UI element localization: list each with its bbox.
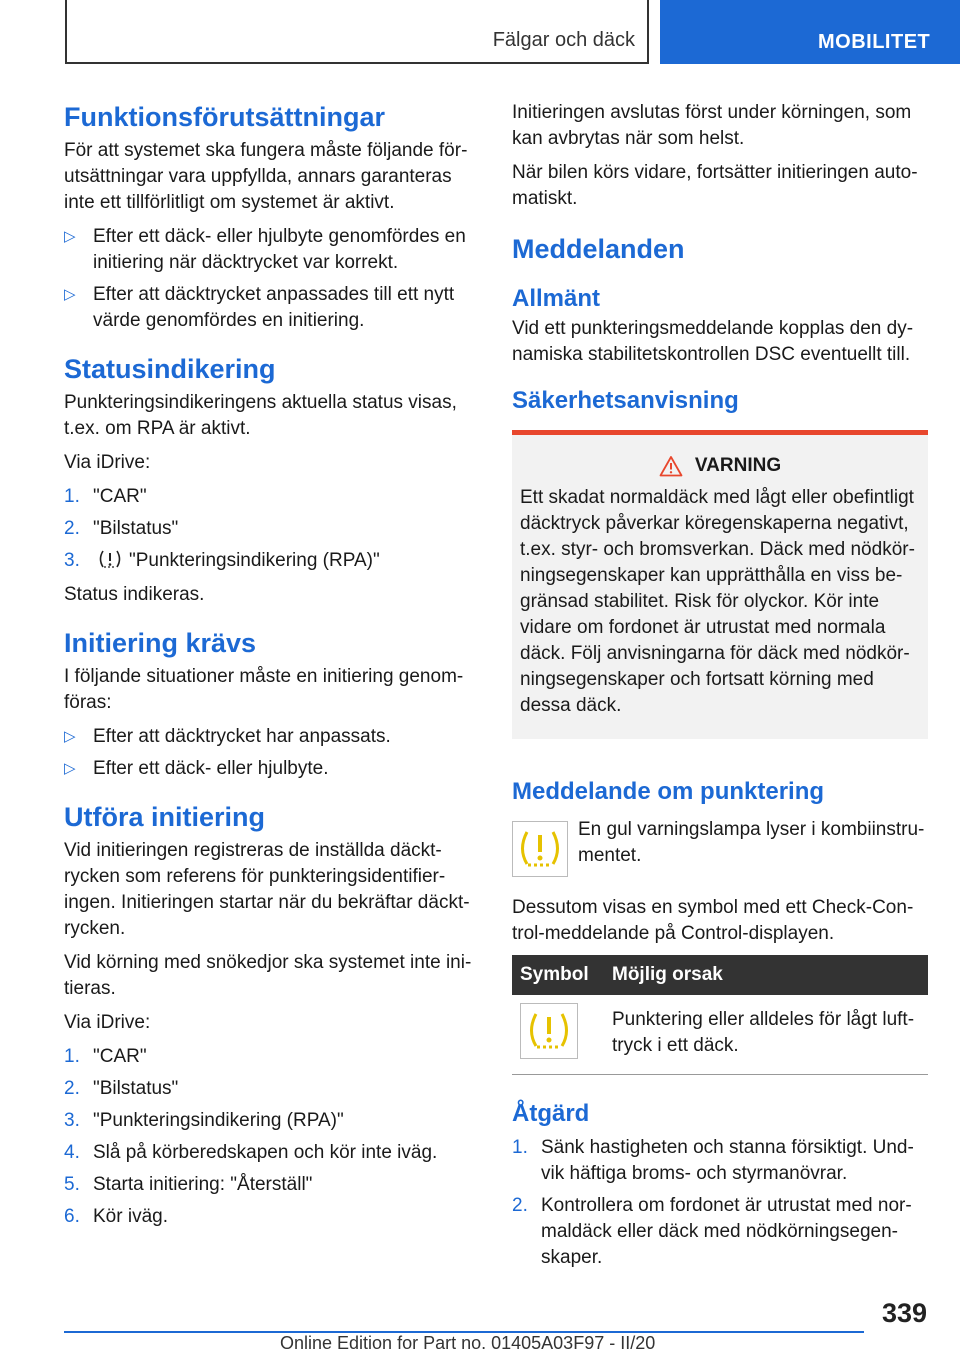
table-header-row [512,955,928,995]
general-text: Vid ett punkteringsmeddelande kopplas den dynamiska stabilitetskontrollen DSC eventuellt till. [512,318,914,365]
heading-general: Allmänt [512,285,601,312]
perform-init-text-1: Vid initieringen registreras de inställda däcktrycken som referens för punkteringsidentifieringen. Initieringen startar när du bekräftar däcktrycken. [64,840,470,939]
col-header-symbol: Symbol [512,955,604,995]
status-steps [64,484,476,574]
warning-label: VARNING [694,455,782,476]
right-column [512,100,928,1279]
col-header-cause: Möjlig orsak [604,955,928,995]
left-column [64,100,476,1238]
edition-text: Online Edition for Part no. 01405A03F97 - II/20 [280,1333,656,1353]
action-steps [512,1135,928,1271]
list-item: 3. "Punkteringsindikering (RPA)" [64,1110,344,1131]
list-item: 2. "Bilstatus" [64,518,179,539]
status-shown-text: Status indikeras. [64,584,205,605]
prerequisites-text: För att systemet ska fungera måste följande förutsättningar vara uppfyllda, annars garanteras inte ett tillförlitligt om systemet är aktivt. [64,140,468,213]
perform-init-text-2: Vid körning med snökedjor ska systemet inte initieras. [64,952,472,999]
heading-action: Åtgärd [512,1100,590,1127]
tire-pressure-icon [97,549,123,569]
via-idrive-label: Via iDrive: [64,452,151,473]
list-item: 5. Starta initiering: "Återställ" [64,1174,313,1195]
list-item: 1. "CAR" [64,1046,147,1067]
list-item: 6. Kör iväg. [64,1206,168,1227]
list-item: ▷ Efter ett däck- eller hjulbyte. [64,756,476,782]
puncture-text: En gul varningslampa lyser i kombiinstrumentet. [578,819,925,866]
init-required-list [64,724,476,782]
heading-puncture-message: Meddelande om punktering [512,778,825,805]
triangle-bullet-icon: ▷ [64,286,76,303]
list-item: ▷ Efter ett däck- eller hjulbyte genomfördes en initiering när däcktrycket var korrekt. [64,226,466,273]
list-item: ▷ Efter att däcktrycket har anpassats. [64,724,476,750]
init-required-text: I följande situationer måste en initiering genomföras: [64,666,464,713]
symbol-cell [512,995,604,1075]
header-section-box [65,0,649,64]
chapter-tab[interactable] [660,0,960,64]
list-item: 4. Slå på körberedskapen och kör inte iväg. [64,1142,438,1163]
heading-messages: Meddelanden [512,234,685,264]
symbol-table [512,955,928,1075]
list-item: 3. "Punkteringsindikering (RPA)" [64,550,380,571]
puncture-indicator-row [512,817,928,877]
prerequisites-list [64,224,476,334]
warning-box [512,430,928,739]
heading-init-required: Initiering krävs [64,628,257,658]
heading-prerequisites: Funktionsförutsättningar [64,102,385,132]
list-item: 2. "Bilstatus" [64,1078,179,1099]
check-control-text: Dessutom visas en symbol med ett Check-Control-meddelande på Control-displayen. [512,897,914,944]
heading-safety: Säkerhetsanvisning [512,387,739,414]
page-number: 339 [881,1298,927,1328]
triangle-bullet-icon: ▷ [64,760,76,777]
list-item: ▷ Efter att däcktrycket anpassades till ett nytt värde genomfördes en initiering. [64,284,455,331]
heading-status: Statusindikering [64,354,276,384]
chapter-tab-label: MOBILITET [818,31,931,53]
list-item: 2. Kontrollera om fordonet är utrustat med normaldäck eller däck med nödkörningsegenskaper. [512,1195,912,1268]
continuation-text-2: När bilen körs vidare, fortsätter initieringen automatiskt. [512,162,918,209]
triangle-bullet-icon: ▷ [64,728,76,745]
heading-perform-init: Utföra initiering [64,802,265,832]
init-steps [64,1044,476,1230]
cause-cell: Punktering eller alldeles för lågt lufttryck i ett däck. [604,995,928,1075]
warning-header [520,455,920,477]
triangle-bullet-icon: ▷ [64,228,76,245]
warning-triangle-icon [659,455,683,477]
list-item: 1. Sänk hastigheten och stanna försiktigt. Undvik häftiga broms- och styrmanövrar. [512,1137,914,1184]
via-idrive-label: Via iDrive: [64,1012,151,1033]
tpms-symbol-icon [520,1003,578,1059]
list-item: 1. "CAR" [64,486,147,507]
tpms-warning-lamp-icon [512,821,568,877]
continuation-text-1: Initieringen avslutas först under körningen, som kan avbrytas när som helst. [512,102,912,149]
status-text: Punkteringsindikeringens aktuella status visas, t.ex. om RPA är aktivt. [64,392,457,439]
table-row [512,995,928,1075]
section-title: Fälgar och däck [492,29,635,51]
warning-text: Ett skadat normaldäck med lågt eller obefintligt däcktryck påverkar köregenskaperna negativt, t.ex. styr- och bromsverkan. Däck med nödkörningsegenskaper kan upprätthålla en viss begränsad stabilitet. Risk för olyckor. Kör inte vidare om fordonet är utrustat med normala däck. Följ anvisningarna för däck med nödkörningsegenskaper och fortsatt körning med dessa däck. [520,487,915,716]
